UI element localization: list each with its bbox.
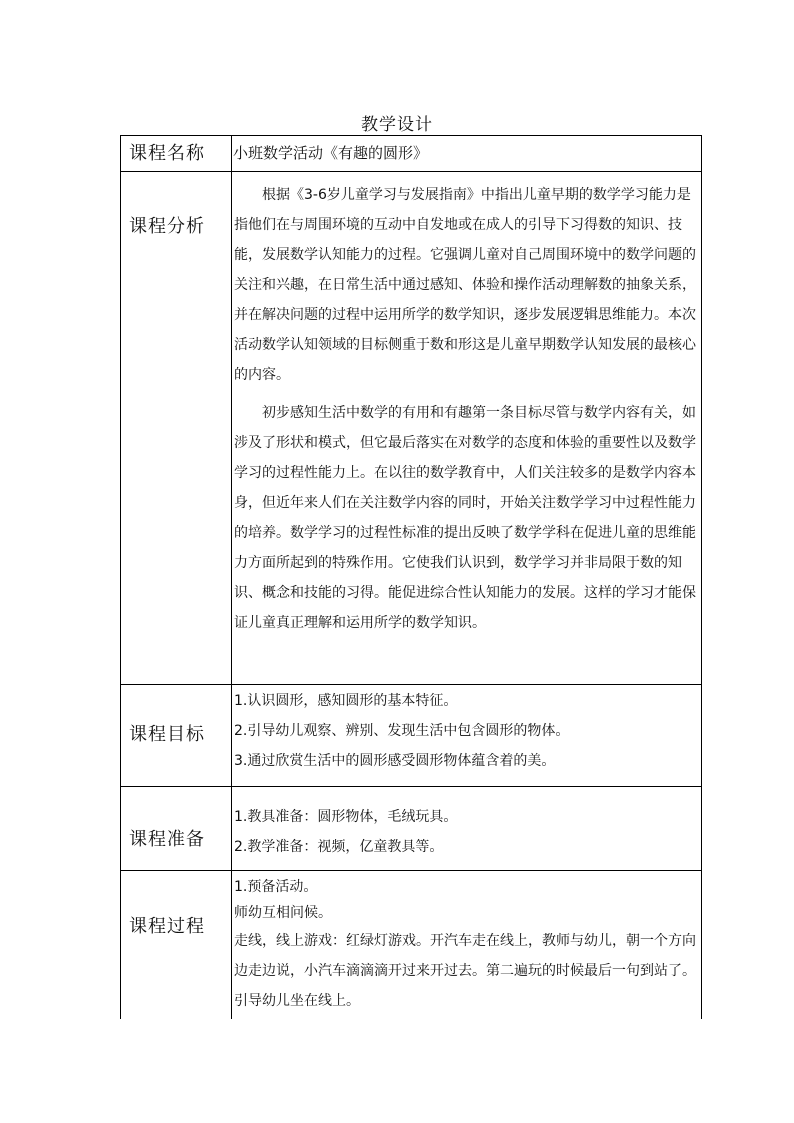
row-course-process — [121, 871, 702, 1019]
value-course-analysis — [232, 172, 702, 685]
process-item-3: 走线，线上游戏：红绿灯游戏。开汽车走在线上，教师与幼儿，朝一个方向边走边说，小汽车滴滴滴开过来开过去。第二遍玩的时候最后一句到站了。引导幼儿坐在线上。 — [234, 933, 696, 1009]
value-course-prep — [232, 787, 702, 871]
value-course-name — [232, 136, 702, 172]
process-item-1: 1.预备活动。 — [234, 879, 318, 895]
course-name-text: 小班数学活动《有趣的圆形》 — [233, 144, 429, 162]
row-course-goals — [121, 685, 702, 787]
row-course-analysis — [121, 172, 702, 685]
label-course-goals: 课程目标 — [121, 685, 232, 787]
prep-item-2: 2.教学准备：视频，亿童教具等。 — [234, 839, 444, 855]
row-course-name — [121, 136, 702, 172]
label-course-analysis: 课程分析 — [121, 172, 232, 685]
goal-item-2: 2.引导幼儿观察、辨别、发现生活中包含圆形的物体。 — [234, 723, 570, 739]
label-course-prep: 课程准备 — [121, 787, 232, 871]
analysis-paragraph-2: 初步感知生活中数学的有用和有趣第一条目标尽管与数学内容有关，如涉及了形状和模式，但它最后落实在对数学的态度和体验的重要性以及数学学习的过程性能力上。在以往的数学教育中，人们关注较多的是数学内容本身，但近年来人们在关注数学内容的同时，开始关注数学学习中过程性能力的培养。数学学习的过程性标准的提出反映了数学学科在促进儿童的思维能力方面所起到的特殊作用。它使我们认识到，数学学习并非局限于数的知识、概念和技能的习得。能促进综合性认知能力的发展。这样的学习才能保证儿童真正理解和运用所学的数学知识。 — [234, 405, 696, 631]
label-course-process: 课程过程 — [121, 871, 232, 1019]
row-course-prep — [121, 787, 702, 871]
goal-item-3: 3.通过欣赏生活中的圆形感受圆形物体蕴含着的美。 — [234, 753, 556, 769]
label-course-name: 课程名称 — [121, 136, 232, 172]
process-item-2: 师幼互相问候。 — [234, 905, 332, 921]
document-title: 教学设计 — [361, 115, 433, 135]
value-course-process — [232, 871, 702, 1019]
prep-item-1: 1.教具准备：圆形物体，毛绒玩具。 — [234, 809, 458, 825]
value-course-goals — [232, 685, 702, 787]
lesson-plan-table — [120, 135, 702, 1019]
analysis-paragraph-1: 根据《3-6岁儿童学习与发展指南》中指出儿童早期的数学学习能力是指他们在与周围环境的互动中自发地或在成人的引导下习得数的知识、技能，发展数学认知能力的过程。它强调儿童对自己周围环境中的数学问题的关注和兴趣，在日常生活中通过感知、体验和操作活动理解数的抽象关系，并在解决问题的过程中运用所学的数学知识，逐步发展逻辑思维能力。本次活动数学认知领域的目标侧重于数和形这是儿童早期数学认知发展的最核心的内容。 — [234, 187, 696, 383]
goal-item-1: 1.认识圆形，感知圆形的基本特征。 — [234, 693, 458, 709]
